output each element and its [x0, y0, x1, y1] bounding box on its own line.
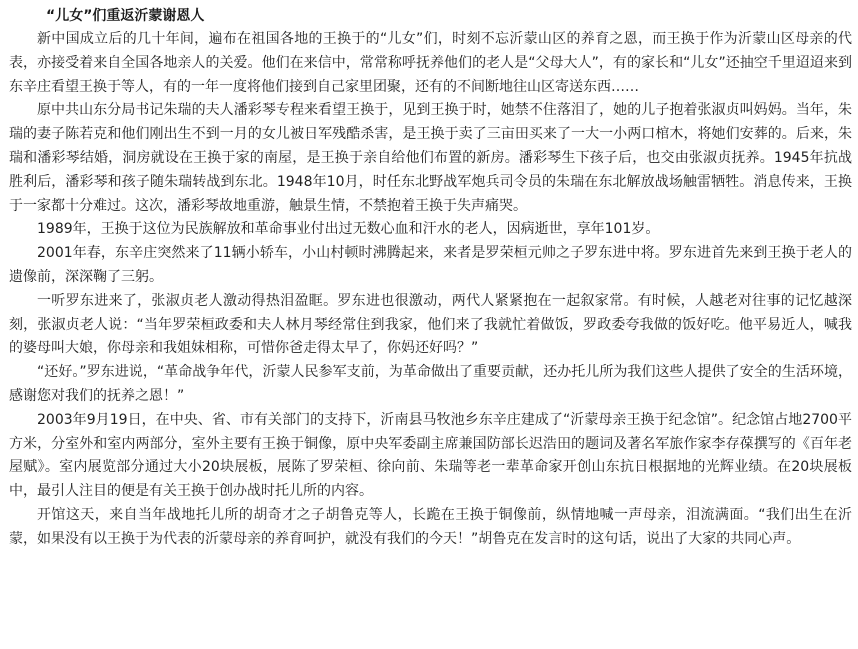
paragraph: 一听罗东进来了，张淑贞老人激动得热泪盈眶。罗东进也很激动，两代人紧紧抱在一起叙家常。有时候，人越老对往事的记忆越深刻，张淑贞老人说：“当年罗荣桓政委和夫人林月琴经常住到我家，他们来了我就忙着做饭，罗政委夸我做的饭好吃。他平易近人，喊我的婆母叫大娘，你母亲和我姐妹相称，可惜你爸走得太早了，你妈还好吗？”: [9, 292, 852, 357]
article: [9, 4, 852, 552]
article-title: “儿女”们重返沂蒙谢恩人: [46, 8, 205, 24]
paragraph: 1989年，王换于这位为民族解放和革命事业付出过无数心血和汗水的老人，因病逝世，享年101岁。: [37, 221, 660, 238]
paragraph: 2003年9月19日，在中央、省、市有关部门的支持下，沂南县马牧池乡东辛庄建成了“沂蒙母亲王换于纪念馆”。纪念馆占地2700平方米，分室外和室内两部分，室外主要有王换于铜像，原中央军委副主席兼国防部长迟浩田的题词及著名军旅作家李存葆撰写的《百年老屋赋》。室内展览部分通过大小20块展板，展陈了罗荣桓、徐向前、朱瑞等老一辈革命家开创山东抗日根据地的光辉业绩。在20块展板中，最引人注目的便是有关王换于创办战时托儿所的内容。: [9, 411, 852, 500]
paragraph: 开馆这天，来自当年战地托儿所的胡奇才之子胡鲁克等人，长跪在王换于铜像前，纵情地喊一声母亲，泪流满面。“我们出生在沂蒙，如果没有以王换于为代表的沂蒙母亲的养育呵护，就没有我们的今天！”胡鲁克在发言时的这句话，说出了大家的共同心声。: [9, 506, 852, 547]
paragraph: 2001年春，东辛庄突然来了11辆小轿车，小山村顿时沸腾起来，来者是罗荣桓元帅之子罗东进中将。罗东进首先来到王换于老人的遗像前，深深鞠了三躬。: [9, 245, 852, 285]
paragraph: 原中共山东分局书记朱瑞的夫人潘彩琴专程来看望王换于，见到王换于时，她禁不住落泪了，她的儿子抱着张淑贞叫妈妈。当年，朱瑞的妻子陈若克和他们刚出生不到一月的女儿被日军残酷杀害，是王换于卖了三亩田买来了一大一小两口棺木，将她们安葬的。后来，朱瑞和潘彩琴结婚，洞房就设在王换于家的南屋，是王换于亲自给他们布置的新房。潘彩琴生下孩子后，也交由张淑贞抚养。1945年抗战胜利后，潘彩琴和孩子随朱瑞转战到东北。1948年10月，时任东北野战军炮兵司令员的朱瑞在东北解放战场触雷牺牲。消息传来，王换于一家都十分难过。这次，潘彩琴故地重游，触景生情，不禁抱着王换于失声痛哭。: [9, 102, 852, 214]
paragraph: 新中国成立后的几十年间，遍布在祖国各地的王换于的“儿女”们，时刻不忘沂蒙山区的养育之恩，而王换于作为沂蒙山区母亲的代表，亦接受着来自全国各地亲人的关爱。他们在来信中，常常称呼抚养他们的老人是“父母大人”，有的家长和“儿女”还抽空千里迢迢来到东辛庄看望王换于等人，有的一年一度将他们接到自己家里团聚，还有的不间断地往山区寄送东西……: [9, 31, 852, 95]
paragraph: “还好。”罗东进说，“革命战争年代，沂蒙人民参军支前，为革命做出了重要贡献，还办托儿所为我们这些人提供了安全的生活环境，感谢您对我们的抚养之恩！”: [9, 364, 852, 404]
